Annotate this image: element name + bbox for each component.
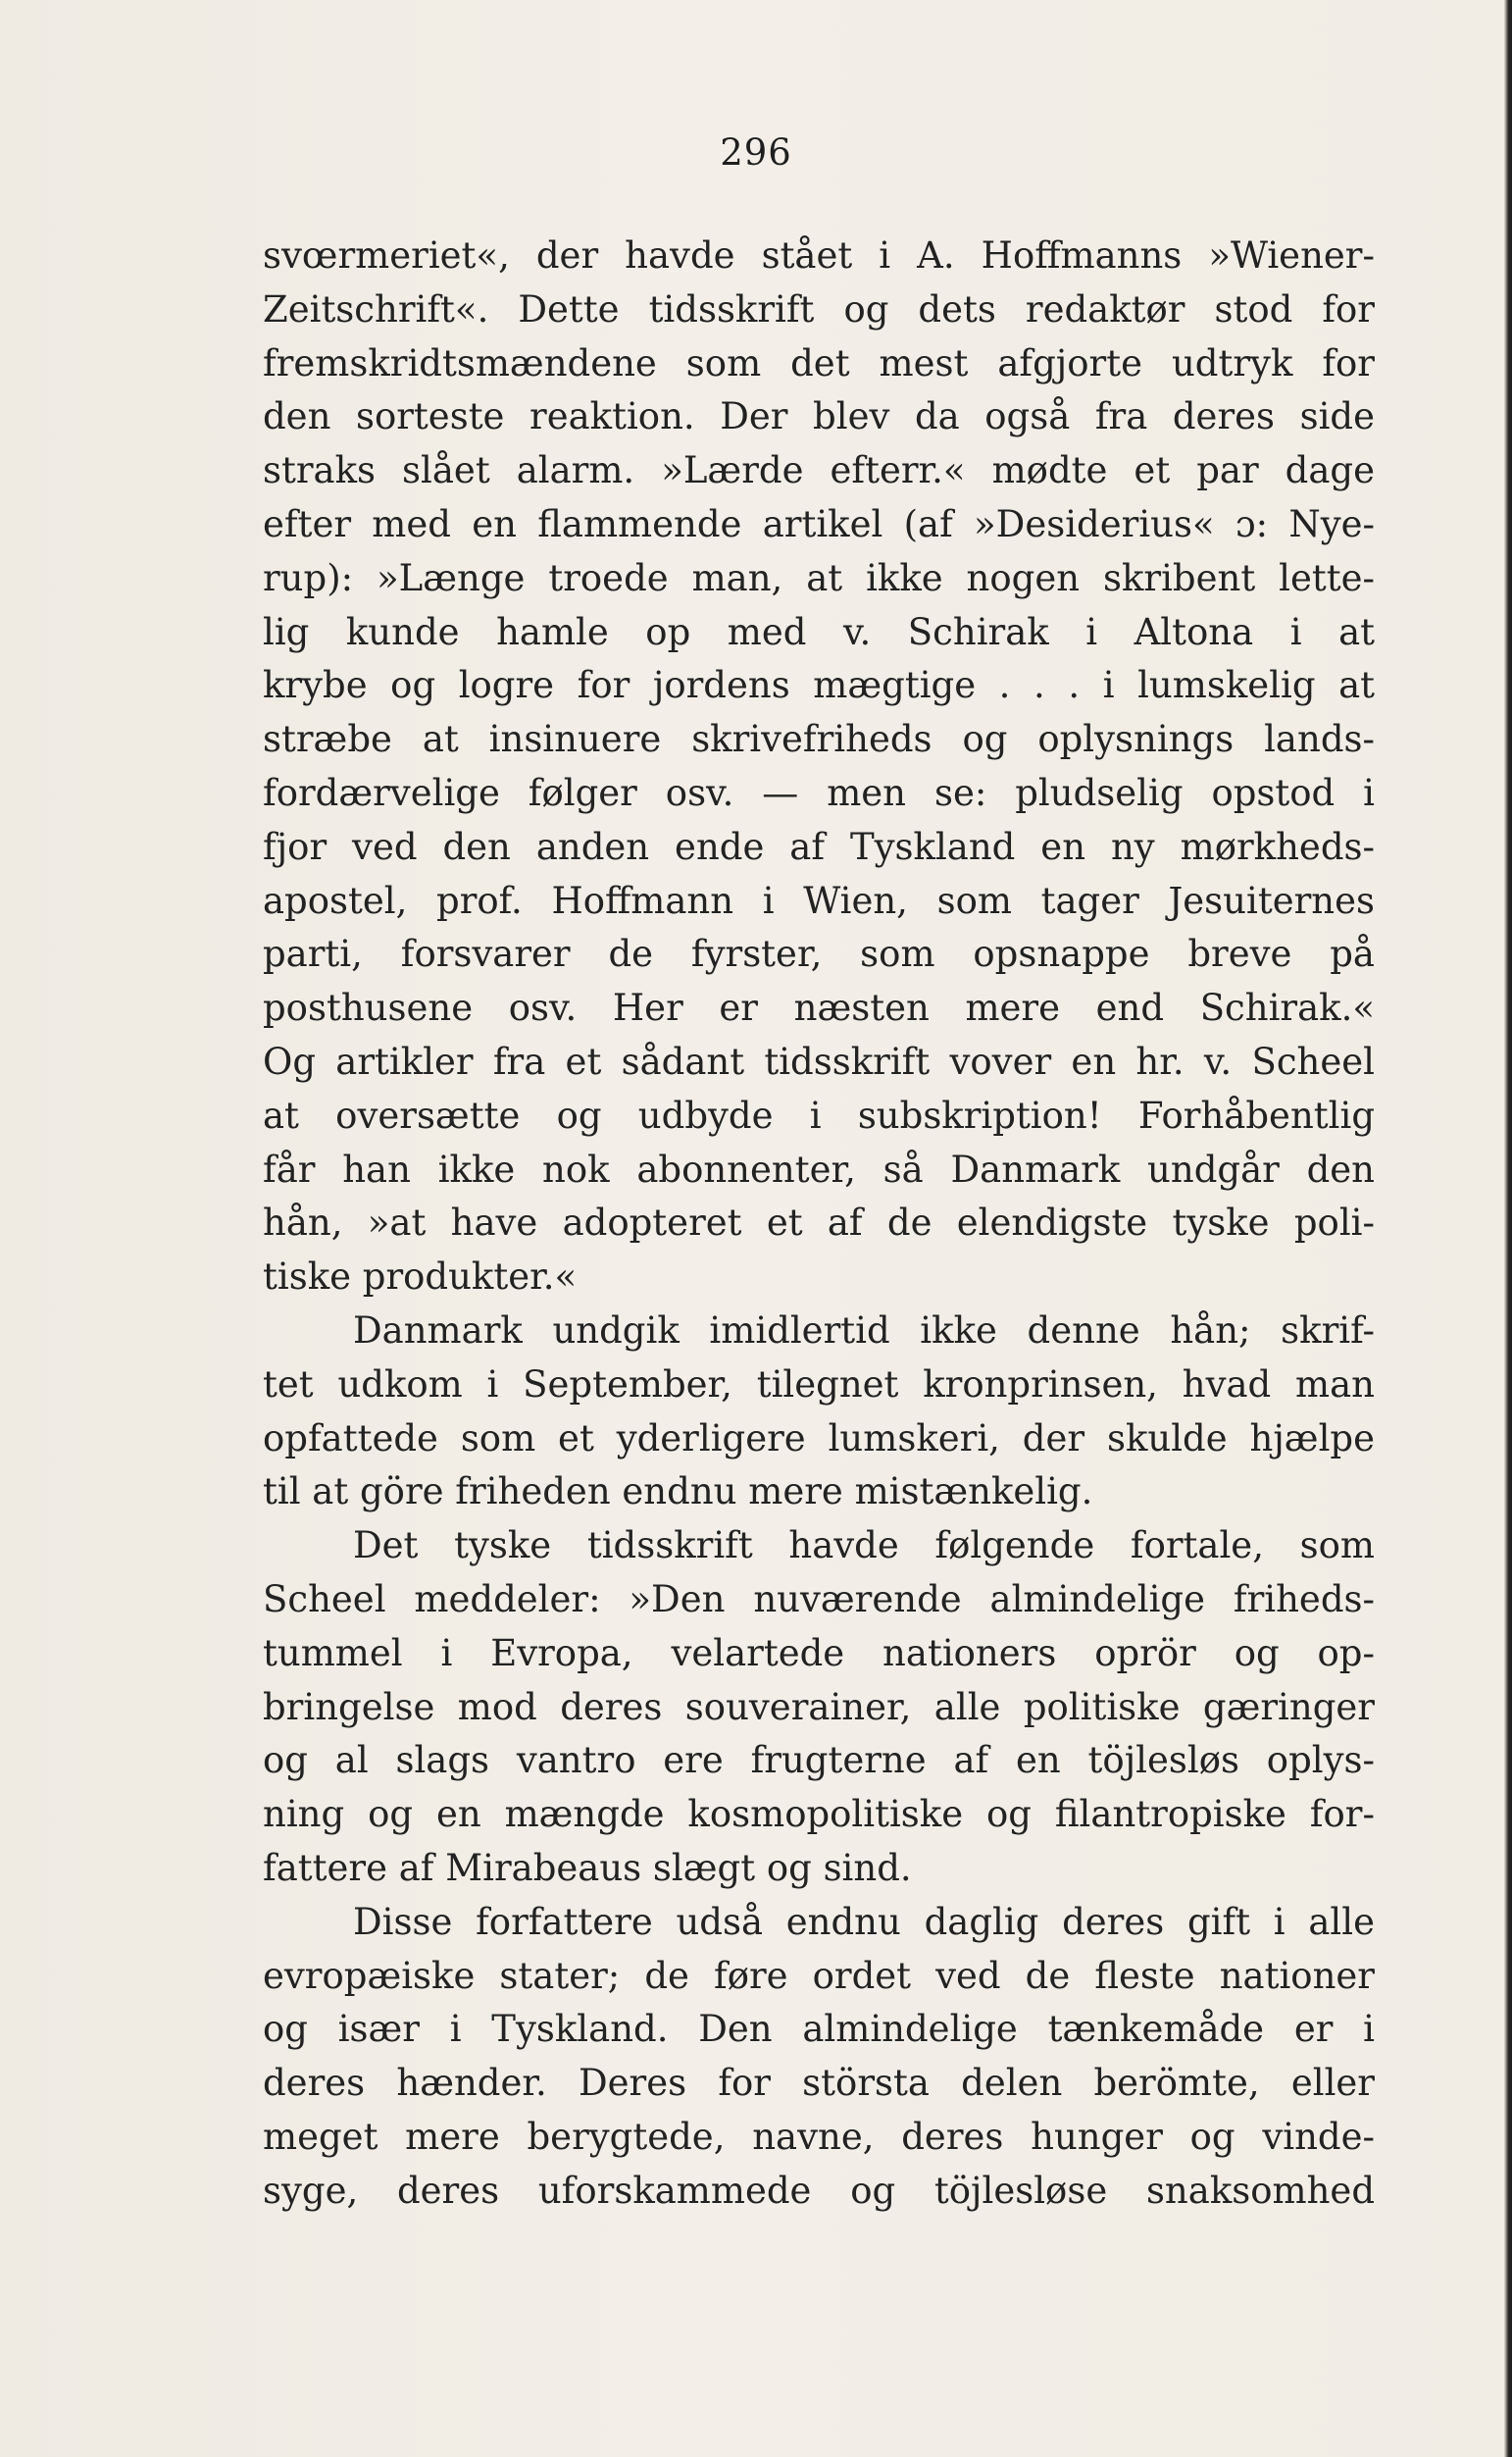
text-line: bringelse mod deres souverainer, alle politiske gæringer: [263, 1685, 1375, 1728]
text-line: Danmark undgik imidlertid ikke denne hån; skrif-: [353, 1308, 1375, 1352]
text-line: evropæiske stater; de føre ordet ved de fleste nationer: [263, 1954, 1375, 1997]
text-line: meget mere berygtede, navne, deres hunger og vinde-: [263, 2115, 1375, 2158]
text-line: krybe og logre for jordens mægtige . . . i lumskelig at: [263, 664, 1375, 707]
text-line: at oversætte og udbyde i subskription! Forhåbentlig: [263, 1094, 1375, 1137]
text-line: til at göre friheden endnu mere mistænkelig.: [263, 1470, 1093, 1513]
text-line: Zeitschrift«. Dette tidsskrift og dets redaktør stod for: [263, 287, 1375, 331]
text-line: apostel, prof. Hoffmann i Wien, som tager Jesuiternes: [263, 879, 1375, 922]
text-line: Det tyske tidsskrift havde følgende fortale, som: [353, 1524, 1375, 1567]
text-line: og al slags vantro ere frugterne af en töjlesløs oplys-: [263, 1739, 1375, 1782]
text-line: Scheel meddeler: »Den nuværende almindelige friheds-: [263, 1577, 1375, 1620]
text-line: svœrmeriet«, der havde stået i A. Hoffmanns »Wiener-: [263, 234, 1375, 277]
text-line: Disse forfattere udså endnu daglig deres gift i alle: [353, 1900, 1375, 1943]
text-line: fjor ved den anden ende af Tyskland en ny mørkheds-: [263, 825, 1375, 868]
text-line: tet udkom i September, tilegnet kronprinsen, hvad man: [263, 1362, 1375, 1406]
text-line: får han ikke nok abonnenter, så Danmark undgår den: [263, 1148, 1375, 1191]
page-number: 296: [720, 131, 792, 174]
text-line: tiske produkter.«: [263, 1255, 578, 1299]
text-line: fattere af Mirabeaus slægt og sind.: [263, 1846, 912, 1889]
text-line: straks slået alarm. »Lærde efterr.« mødte et par dage: [263, 449, 1375, 492]
text-line: deres hænder. Deres for största delen berömte, eller: [263, 2062, 1375, 2105]
text-line: den sorteste reaktion. Der blev da også fra deres side: [263, 395, 1375, 438]
text-line: syge, deres uforskammede og töjlesløse snaksomhed: [263, 2169, 1375, 2212]
page-edge: [1504, 0, 1512, 2457]
text-line: stræbe at insinuere skrivefriheds og oplysnings lands-: [263, 718, 1375, 761]
body-text: [263, 230, 1375, 2218]
text-line: tummel i Evropa, velartede nationers oprör og op-: [263, 1631, 1375, 1674]
text-line: fordærvelige følger osv. — men se: pludselig opstod i: [263, 771, 1375, 814]
text-line: og især i Tyskland. Den almindelige tænkemåde er i: [263, 2008, 1375, 2051]
text-line: opfattede som et yderligere lumskeri, der skulde hjælpe: [263, 1416, 1375, 1459]
text-line: Og artikler fra et sådant tidsskrift vover en hr. v. Scheel: [263, 1040, 1375, 1083]
text-line: ning og en mængde kosmopolitiske og filantropiske for-: [263, 1793, 1375, 1836]
text-line: lig kunde hamle op med v. Schirak i Altona i at: [263, 610, 1375, 653]
text-line: rup): »Længe troede man, at ikke nogen skribent lette-: [263, 556, 1375, 599]
text-line: parti, forsvarer de fyrster, som opsnappe breve på: [263, 933, 1375, 976]
text-line: efter med en flammende artikel (af »Desiderius« ɔ: Nye-: [263, 502, 1375, 545]
text-line: fremskridtsmændene som det mest afgjorte udtryk for: [263, 341, 1375, 384]
text-line: posthusene osv. Her er næsten mere end Schirak.«: [263, 987, 1375, 1030]
text-line: hån, »at have adopteret et af de elendigste tyske poli-: [263, 1202, 1375, 1245]
